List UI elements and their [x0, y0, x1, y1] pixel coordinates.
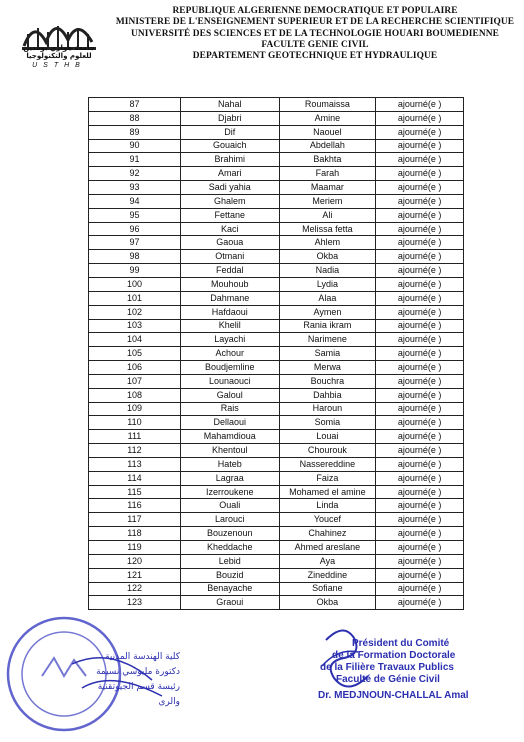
status-cell: ajourné(e ) — [376, 167, 464, 181]
table-row — [89, 181, 464, 195]
row-number-cell: 121 — [89, 568, 181, 582]
row-number-cell: 104 — [89, 333, 181, 347]
first-name-cell: Youcef — [279, 513, 375, 527]
status-cell: ajourné(e ) — [376, 444, 464, 458]
last-name-cell: Gaoua — [180, 236, 279, 250]
row-number-cell: 95 — [89, 208, 181, 222]
row-number-cell: 105 — [89, 347, 181, 361]
last-name-cell: Larouci — [180, 513, 279, 527]
first-name-cell: Aya — [279, 554, 375, 568]
status-cell: ajourné(e ) — [376, 291, 464, 305]
status-cell: ajourné(e ) — [376, 236, 464, 250]
last-name-cell: Brahimi — [180, 153, 279, 167]
last-name-cell: Lebid — [180, 554, 279, 568]
table-row — [89, 374, 464, 388]
table-row — [89, 402, 464, 416]
logo-arabic-line1: جامعة هواري بومدين — [23, 44, 95, 52]
last-name-cell: Bouzenoun — [180, 527, 279, 541]
last-name-cell: Hafdaoui — [180, 305, 279, 319]
row-number-cell: 100 — [89, 277, 181, 291]
status-cell: ajourné(e ) — [376, 457, 464, 471]
status-cell: ajourné(e ) — [376, 388, 464, 402]
first-name-cell: Ahlem — [279, 236, 375, 250]
logo-arabic-line2: للعلوم والتكنولوجيا — [26, 52, 92, 60]
first-name-cell: Bakhta — [279, 153, 375, 167]
table-row — [89, 305, 464, 319]
row-number-cell: 111 — [89, 430, 181, 444]
row-number-cell: 94 — [89, 194, 181, 208]
row-number-cell: 102 — [89, 305, 181, 319]
status-cell: ajourné(e ) — [376, 277, 464, 291]
status-cell: ajourné(e ) — [376, 513, 464, 527]
table-row — [89, 250, 464, 264]
first-name-cell: Melissa fetta — [279, 222, 375, 236]
table-row — [89, 361, 464, 375]
table-row — [89, 388, 464, 402]
table-row — [89, 568, 464, 582]
status-cell: ajourné(e ) — [376, 499, 464, 513]
table-row — [89, 554, 464, 568]
first-name-cell: Maamar — [279, 181, 375, 195]
table-row — [89, 291, 464, 305]
last-name-cell: Hateb — [180, 457, 279, 471]
first-name-cell: Chourouk — [279, 444, 375, 458]
table-row — [89, 222, 464, 236]
department-stamp-text — [80, 650, 180, 710]
first-name-cell: Louai — [279, 430, 375, 444]
table-row — [89, 264, 464, 278]
first-name-cell: Linda — [279, 499, 375, 513]
first-name-cell: Lydia — [279, 277, 375, 291]
row-number-cell: 120 — [89, 554, 181, 568]
table-row — [89, 208, 464, 222]
last-name-cell: Kheddache — [180, 541, 279, 555]
header-line-5: DEPARTEMENT GEOTECHNIQUE ET HYDRAULIQUE — [192, 51, 438, 62]
table-row — [89, 167, 464, 181]
last-name-cell: Achour — [180, 347, 279, 361]
status-cell: ajourné(e ) — [376, 111, 464, 125]
status-cell: ajourné(e ) — [376, 305, 464, 319]
last-name-cell: Feddal — [180, 264, 279, 278]
status-cell: ajourné(e ) — [376, 361, 464, 375]
row-number-cell: 90 — [89, 139, 181, 153]
table-row — [89, 98, 464, 112]
row-number-cell: 93 — [89, 181, 181, 195]
status-cell: ajourné(e ) — [376, 347, 464, 361]
last-name-cell: Fettane — [180, 208, 279, 222]
logo-latin-text: USTHB — [32, 62, 86, 69]
row-number-cell: 106 — [89, 361, 181, 375]
first-name-cell: Haroun — [279, 402, 375, 416]
signature-line-1: Président du Comité — [352, 638, 450, 649]
first-name-cell: Meriem — [279, 194, 375, 208]
first-name-cell: Faiza — [279, 471, 375, 485]
row-number-cell: 99 — [89, 264, 181, 278]
signature-line-4: Faculté de Génie Civil — [336, 674, 440, 685]
last-name-cell: Bouzid — [180, 568, 279, 582]
last-name-cell: Galoul — [180, 388, 279, 402]
last-name-cell: Kaci — [180, 222, 279, 236]
status-cell: ajourné(e ) — [376, 402, 464, 416]
stamp-left-line2: دكتورة مليوسي نسيمة — [96, 667, 180, 677]
header-line-3: UNIVERSITÉ DES SCIENCES ET DE LA TECHNOLOGIE HOUARI BOUMEDIENNE — [130, 28, 500, 39]
row-number-cell: 107 — [89, 374, 181, 388]
status-cell: ajourné(e ) — [376, 582, 464, 596]
row-number-cell: 123 — [89, 596, 181, 610]
row-number-cell: 119 — [89, 541, 181, 555]
row-number-cell: 88 — [89, 111, 181, 125]
first-name-cell: Roumaissa — [279, 98, 375, 112]
first-name-cell: Amine — [279, 111, 375, 125]
first-name-cell: Chahinez — [279, 527, 375, 541]
first-name-cell: Zineddine — [279, 568, 375, 582]
row-number-cell: 103 — [89, 319, 181, 333]
first-name-cell: Alaa — [279, 291, 375, 305]
row-number-cell: 122 — [89, 582, 181, 596]
status-cell: ajourné(e ) — [376, 333, 464, 347]
table-row — [89, 444, 464, 458]
last-name-cell: Djabri — [180, 111, 279, 125]
row-number-cell: 109 — [89, 402, 181, 416]
signature-line-5: Dr. MEDJNOUN-CHALLAL Amal — [318, 690, 469, 701]
first-name-cell: Okba — [279, 596, 375, 610]
status-cell: ajourné(e ) — [376, 250, 464, 264]
row-number-cell: 108 — [89, 388, 181, 402]
table-row — [89, 527, 464, 541]
status-cell: ajourné(e ) — [376, 208, 464, 222]
status-cell: ajourné(e ) — [376, 568, 464, 582]
status-cell: ajourné(e ) — [376, 222, 464, 236]
first-name-cell: Naouel — [279, 125, 375, 139]
row-number-cell: 112 — [89, 444, 181, 458]
signature-line-2: de la Formation Doctorale — [332, 650, 456, 661]
first-name-cell: Narimene — [279, 333, 375, 347]
results-table-body — [89, 98, 464, 610]
first-name-cell: Nadia — [279, 264, 375, 278]
first-name-cell: Bouchra — [279, 374, 375, 388]
results-table — [88, 97, 464, 610]
first-name-cell: Farah — [279, 167, 375, 181]
table-row — [89, 111, 464, 125]
row-number-cell: 114 — [89, 471, 181, 485]
table-row — [89, 236, 464, 250]
status-cell: ajourné(e ) — [376, 554, 464, 568]
status-cell: ajourné(e ) — [376, 527, 464, 541]
last-name-cell: Nahal — [180, 98, 279, 112]
status-cell: ajourné(e ) — [376, 194, 464, 208]
row-number-cell: 91 — [89, 153, 181, 167]
row-number-cell: 87 — [89, 98, 181, 112]
table-row — [89, 125, 464, 139]
status-cell: ajourné(e ) — [376, 125, 464, 139]
table-row — [89, 153, 464, 167]
row-number-cell: 96 — [89, 222, 181, 236]
last-name-cell: Dif — [180, 125, 279, 139]
row-number-cell: 110 — [89, 416, 181, 430]
signature-line-3: de la Filière Travaux Publics — [320, 662, 454, 673]
last-name-cell: Benayache — [180, 582, 279, 596]
first-name-cell: Aymen — [279, 305, 375, 319]
table-row — [89, 541, 464, 555]
status-cell: ajourné(e ) — [376, 181, 464, 195]
last-name-cell: Lounaouci — [180, 374, 279, 388]
status-cell: ajourné(e ) — [376, 319, 464, 333]
last-name-cell: Sadi yahia — [180, 181, 279, 195]
last-name-cell: Ghalem — [180, 194, 279, 208]
first-name-cell: Somia — [279, 416, 375, 430]
table-row — [89, 499, 464, 513]
stamp-left-line3: رئيسة قسم الجيوتقنية والري — [97, 682, 180, 707]
table-row — [89, 139, 464, 153]
first-name-cell: Merwa — [279, 361, 375, 375]
last-name-cell: Layachi — [180, 333, 279, 347]
last-name-cell: Dellaoui — [180, 416, 279, 430]
status-cell: ajourné(e ) — [376, 471, 464, 485]
stamp-left-line1: كلية الهندسة المدنية — [105, 652, 180, 662]
table-row — [89, 430, 464, 444]
header-line-2: MINISTERE DE L'ENSEIGNEMENT SUPERIEUR ET DE LA RECHERCHE SCIENTIFIQUE — [115, 17, 515, 28]
row-number-cell: 117 — [89, 513, 181, 527]
row-number-cell: 101 — [89, 291, 181, 305]
table-row — [89, 582, 464, 596]
first-name-cell: Samia — [279, 347, 375, 361]
last-name-cell: Graoui — [180, 596, 279, 610]
first-name-cell: Ahmed areslane — [279, 541, 375, 555]
last-name-cell: Gouaich — [180, 139, 279, 153]
status-cell: ajourné(e ) — [376, 416, 464, 430]
committee-signature-text — [318, 638, 493, 702]
table-row — [89, 277, 464, 291]
status-cell: ajourné(e ) — [376, 541, 464, 555]
logo-arabic-text — [14, 44, 104, 60]
last-name-cell: Rais — [180, 402, 279, 416]
status-cell: ajourné(e ) — [376, 98, 464, 112]
table-row — [89, 416, 464, 430]
first-name-cell: Rania ikram — [279, 319, 375, 333]
row-number-cell: 118 — [89, 527, 181, 541]
last-name-cell: Khelil — [180, 319, 279, 333]
first-name-cell: Abdellah — [279, 139, 375, 153]
status-cell: ajourné(e ) — [376, 153, 464, 167]
last-name-cell: Ouali — [180, 499, 279, 513]
first-name-cell: Sofiane — [279, 582, 375, 596]
table-row — [89, 347, 464, 361]
last-name-cell: Lagraa — [180, 471, 279, 485]
row-number-cell: 92 — [89, 167, 181, 181]
first-name-cell: Mohamed el amine — [279, 485, 375, 499]
table-row — [89, 319, 464, 333]
first-name-cell: Dahbia — [279, 388, 375, 402]
table-row — [89, 485, 464, 499]
table-row — [89, 457, 464, 471]
row-number-cell: 98 — [89, 250, 181, 264]
status-cell: ajourné(e ) — [376, 139, 464, 153]
status-cell: ajourné(e ) — [376, 264, 464, 278]
header-line-1: REPUBLIQUE ALGERIENNE DEMOCRATIQUE ET POPULAIRE — [172, 6, 458, 16]
header-line-4: FACULTE GENIE CIVIL — [261, 39, 369, 50]
row-number-cell: 97 — [89, 236, 181, 250]
first-name-cell: Okba — [279, 250, 375, 264]
table-row — [89, 333, 464, 347]
last-name-cell: Mouhoub — [180, 277, 279, 291]
last-name-cell: Izerroukene — [180, 485, 279, 499]
table-row — [89, 513, 464, 527]
first-name-cell: Nassereddine — [279, 457, 375, 471]
row-number-cell: 115 — [89, 485, 181, 499]
last-name-cell: Dahmane — [180, 291, 279, 305]
row-number-cell: 116 — [89, 499, 181, 513]
document-header — [110, 6, 520, 62]
last-name-cell: Boudjemline — [180, 361, 279, 375]
last-name-cell: Mahamdioua — [180, 430, 279, 444]
last-name-cell: Amari — [180, 167, 279, 181]
last-name-cell: Otmani — [180, 250, 279, 264]
table-row — [89, 194, 464, 208]
status-cell: ajourné(e ) — [376, 485, 464, 499]
first-name-cell: Ali — [279, 208, 375, 222]
status-cell: ajourné(e ) — [376, 374, 464, 388]
last-name-cell: Khentoul — [180, 444, 279, 458]
table-row — [89, 471, 464, 485]
row-number-cell: 113 — [89, 457, 181, 471]
status-cell: ajourné(e ) — [376, 430, 464, 444]
status-cell: ajourné(e ) — [376, 596, 464, 610]
row-number-cell: 89 — [89, 125, 181, 139]
